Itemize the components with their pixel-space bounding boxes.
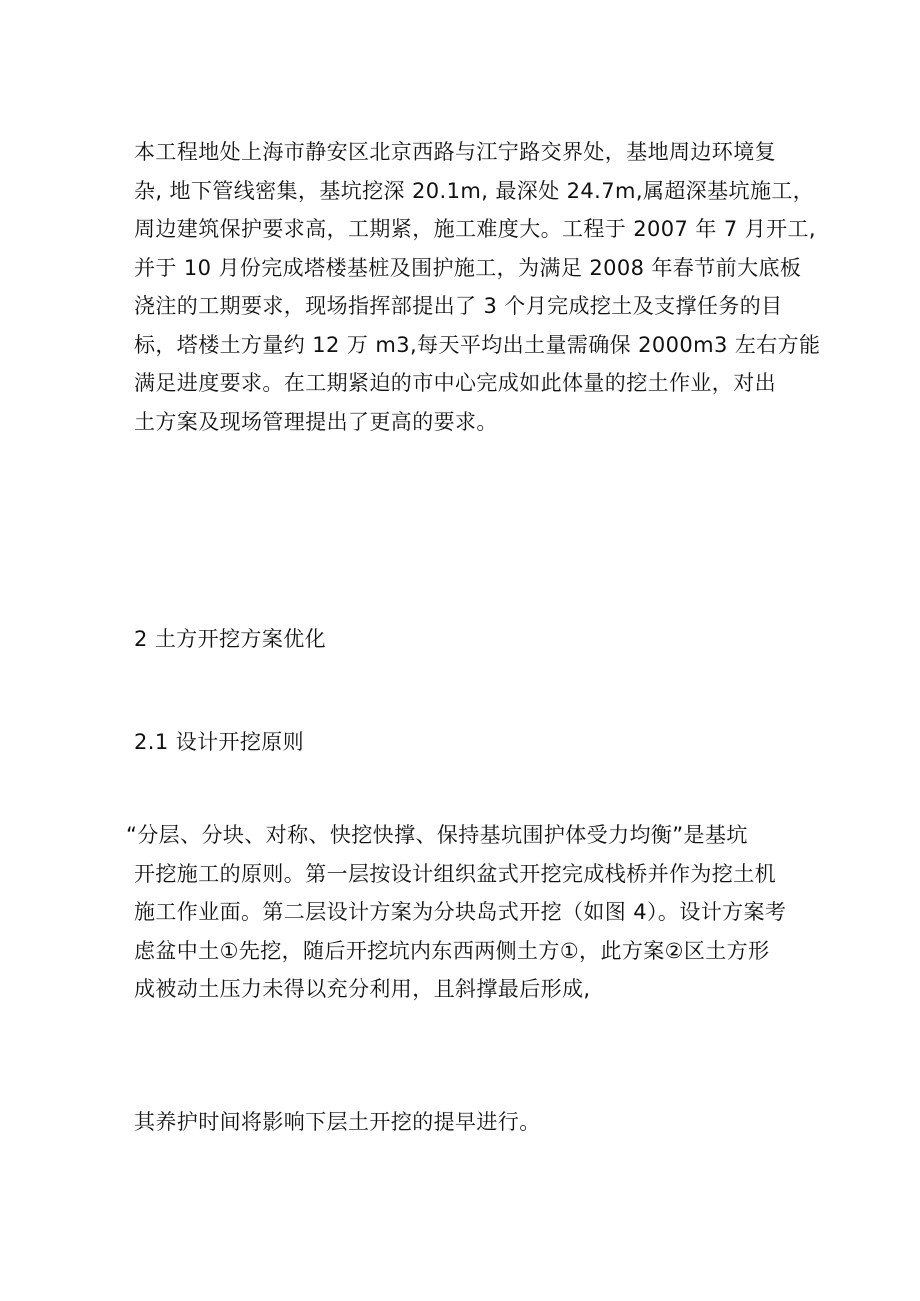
intro-paragraph xyxy=(134,133,821,441)
text-line: 施工作业面。第二层设计方案为分块岛式开挖（如图 4）。设计方案考 xyxy=(134,900,787,924)
text-line: 其养护时间将影响下层土开挖的提早进行。 xyxy=(134,1110,541,1134)
section-heading-text: 2 土方开挖方案优化 xyxy=(134,627,327,651)
text-line: 满足进度要求。在工期紧迫的市中心完成如此体量的挖土作业，对出 xyxy=(134,371,776,395)
text-line: 杂, 地下管线密集，基坑挖深 20.1m, 最深处 24.7m,属超深基坑施工， xyxy=(134,178,815,203)
text-line: 浇注的工期要求，现场指挥部提出了 3 个月完成挖土及支撑任务的目 xyxy=(134,294,783,318)
text-line: “分层、分块、对称、快挖快撑、保持基坑围护体受力均衡”是基坑 xyxy=(126,823,748,847)
text-line: 虑盆中土①先挖，随后开挖坑内东西两侧土方①，此方案②区土方形 xyxy=(134,938,770,963)
text-line: 成被动土压力未得以充分利用，且斜撑最后形成, xyxy=(134,977,591,1001)
subsection-heading xyxy=(134,723,794,762)
text-line: 土方案及现场管理提出了更高的要求。 xyxy=(134,409,498,434)
section-heading xyxy=(134,620,794,659)
text-line: 标，塔楼土方量约 12 万 m3,每天平均出土量需确保 2000m3 左右方能 xyxy=(134,332,821,357)
text-line: 本工程地处上海市静安区北京西路与江宁路交界处，基地周边环境复 xyxy=(134,140,776,164)
text-line: 并于 10 月份完成塔楼基桩及围护施工，为满足 2008 年春节前大底板 xyxy=(134,255,802,280)
principle-paragraph xyxy=(126,816,794,1009)
subsection-heading-text: 2.1 设计开挖原则 xyxy=(134,730,305,754)
text-line: 开挖施工的原则。第一层按设计组织盆式开挖完成栈桥并作为挖土机 xyxy=(134,861,776,886)
closing-paragraph xyxy=(134,1103,794,1142)
text-line: 周边建筑保护要求高，工期紧，施工难度大。工程于 2007 年 7 月开工, xyxy=(134,217,816,241)
